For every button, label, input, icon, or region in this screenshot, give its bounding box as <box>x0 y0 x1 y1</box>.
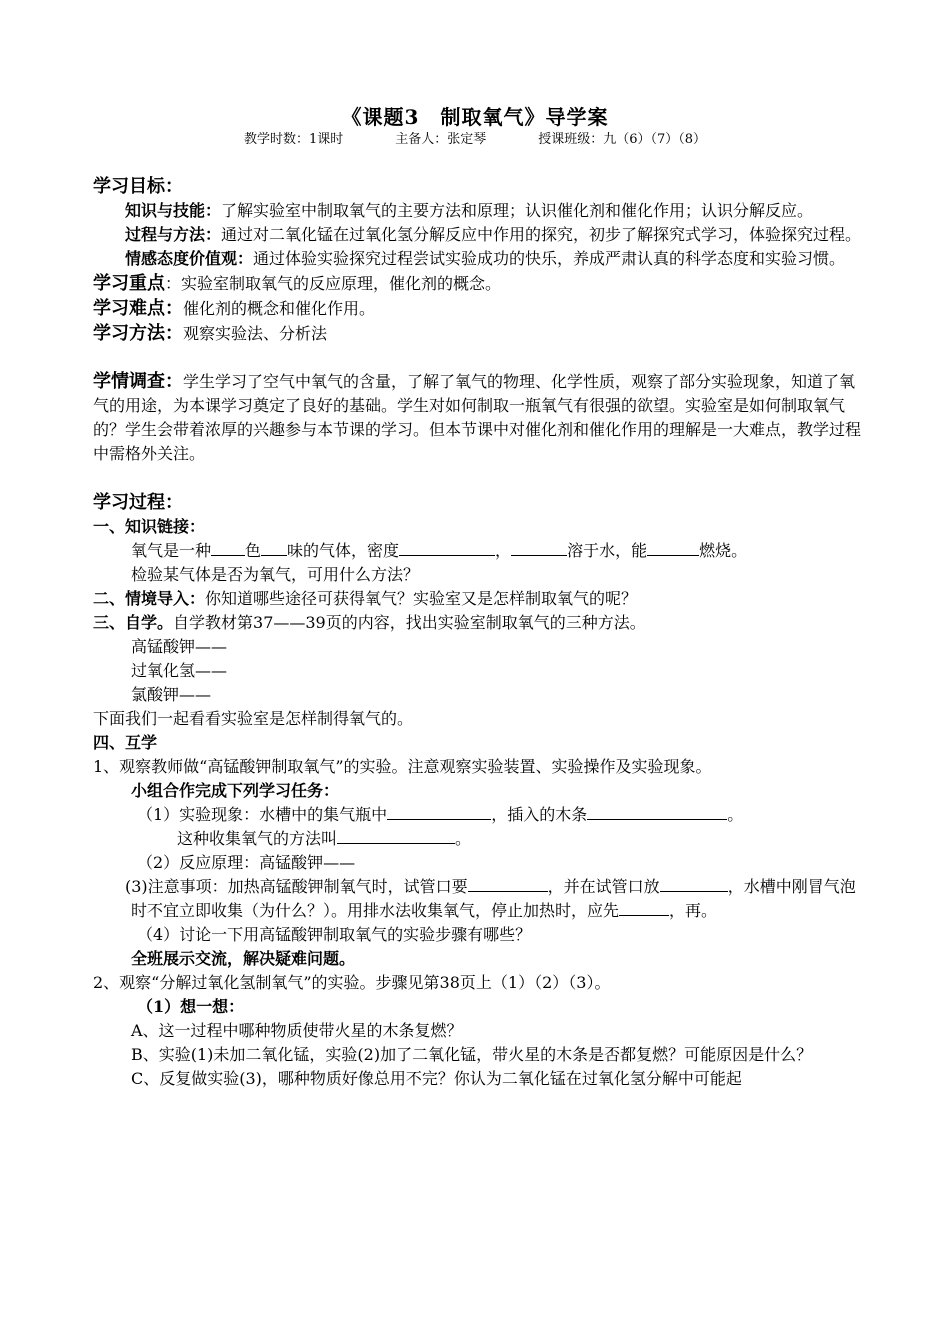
difficulties-text: 催化剂的概念和催化作用。 <box>183 299 376 318</box>
methods <box>93 321 863 346</box>
class-share: 全班展示交流，解决疑难问题。 <box>131 949 356 968</box>
question-a: A、这一过程中哪种物质使带火星的木条复燃？ <box>131 1021 463 1040</box>
goal-process <box>93 223 863 247</box>
think-title: （1）想一想： <box>137 997 245 1016</box>
section-3 <box>93 611 863 635</box>
text-fragment: 色 <box>245 541 262 560</box>
method-item-3: 氯酸钾—— <box>131 685 212 704</box>
document-body <box>93 174 863 1091</box>
document-title: 《课题3 制取氧气》导学案 <box>341 105 609 129</box>
text-fragment: ，插入的木条 <box>491 805 588 824</box>
goal-process-text: 通过对二氧化锰在过氧化氢分解反应中作用的探究，初步了解探究式学习，体验探究过程。 <box>221 225 862 244</box>
text-fragment: 。 <box>455 829 472 848</box>
task-1-method <box>93 827 863 851</box>
section-2 <box>93 587 863 611</box>
blank-line[interactable] <box>387 803 491 820</box>
question-c: C、反复做实验(3)，哪种物质好像总用不完？你认为二氧化锰在过氧化氢分解中可能起 <box>131 1069 742 1088</box>
text-fragment: 味的气体，密度 <box>287 541 400 560</box>
task-4-discussion: （4）讨论一下用高锰酸钾制取氧气的实验步骤有哪些？ <box>137 925 532 944</box>
process-heading: 学习过程： <box>93 492 183 513</box>
method-item-2: 过氧化氢—— <box>131 661 228 680</box>
task-3-notes <box>93 875 863 923</box>
goal-emotion-text: 通过体验实验探究过程尝试实验成功的快乐，养成严肃认真的科学态度和实验习惯。 <box>253 249 846 268</box>
text-fragment: ，再 <box>669 901 702 920</box>
goal-emotion-label: 情感态度价值观： <box>125 249 254 268</box>
section-3-after: 下面我们一起看看实验室是怎样制得氧气的。 <box>93 709 414 728</box>
activity-1: 1、观察教师做“高锰酸钾制取氧气”的实验。注意观察实验装置、实验操作及实验现象。 <box>93 757 712 776</box>
method-item-1: 高锰酸钾—— <box>131 637 228 656</box>
difficulties <box>93 296 863 321</box>
survey <box>93 370 863 466</box>
text-fragment: ，水槽中刚冒气泡时不宜立即收集（为什么？）。用排水法收集氧气，停止加热时，应先 <box>131 877 856 920</box>
text-fragment: ， <box>495 541 512 560</box>
knowledge-link-blanks <box>93 539 863 563</box>
text-fragment: ，并在试管口放 <box>547 877 660 896</box>
text-fragment: 。 <box>701 901 718 920</box>
section-2-text: 你知道哪些途径可获得氧气？实验室又是怎样制取氧气的呢？ <box>205 589 638 608</box>
blank-line[interactable] <box>261 539 287 556</box>
goal-process-label: 过程与方法： <box>125 225 222 244</box>
text-fragment: 氧气是一种 <box>131 541 212 560</box>
section-3-text: 自学教材第37——39页的内容，找出实验室制取氧气的三种方法。 <box>173 613 646 632</box>
goal-knowledge-text: 了解实验室中制取氧气的主要方法和原理；认识催化剂和催化作用；认识分解反应。 <box>221 201 814 220</box>
activity-2: 2、观察“分解过氧化氢制氧气”的实验。步骤见第38页上（1）（2）（3）。 <box>93 973 611 992</box>
goals-heading: 学习目标： <box>93 176 183 197</box>
blank-line[interactable] <box>660 875 728 892</box>
blank-line[interactable] <box>647 539 699 556</box>
key-points-text: ：实验室制取氧气的反应原理，催化剂的概念。 <box>165 274 502 293</box>
text-fragment: (3)注意事项：加热高锰酸钾制氧气时，试管口要 <box>125 877 468 896</box>
task-1-phenomenon <box>93 803 863 827</box>
task-2-principle: （2）反应原理：高锰酸钾—— <box>137 853 356 872</box>
text-fragment: 燃烧。 <box>699 541 748 560</box>
section-2-label: 二、情境导入： <box>93 589 206 608</box>
text-fragment: 溶于水，能 <box>567 541 648 560</box>
blank-line[interactable] <box>468 875 548 892</box>
text-fragment: （1）实验现象：水槽中的集气瓶中 <box>137 805 388 824</box>
goal-emotion <box>93 247 863 271</box>
blank-line[interactable] <box>399 539 495 556</box>
key-points-label: 学习重点 <box>93 273 165 294</box>
blank-line[interactable] <box>619 899 669 916</box>
blank-line[interactable] <box>587 803 727 820</box>
text-fragment: 这种收集氧气的方法叫 <box>177 829 338 848</box>
oxygen-test-question: 检验某气体是否为氧气，可用什么方法？ <box>131 565 420 584</box>
section-4-title: 四、互学 <box>93 733 158 752</box>
key-points <box>93 271 863 296</box>
section-3-label: 三、自学。 <box>93 613 174 632</box>
document-meta: 教学时数：1课时 主备人：张定琴 授课班级：九（6）（7）（8） <box>243 132 707 147</box>
goal-knowledge-label: 知识与技能： <box>125 201 222 220</box>
blank-line[interactable] <box>337 827 455 844</box>
difficulties-label: 学习难点： <box>93 298 183 319</box>
question-b <box>93 1043 863 1067</box>
text-fragment: 。 <box>727 805 744 824</box>
blank-line[interactable] <box>511 539 567 556</box>
question-b-text: B、实验(1)未加二氧化锰，实验(2)加了二氧化锰，带火星的木条是否都复燃？可能原因是什么？ <box>131 1045 813 1064</box>
group-task-title: 小组合作完成下列学习任务： <box>131 781 340 800</box>
survey-text: 学生学习了空气中氧气的含量，了解了氧气的物理、化学性质，观察了部分实验现象，知道了氧气的用途，为本课学习奠定了良好的基础。学生对如何制取一瓶氧气有很强的欲望。实验室是如何制取氧气的？学生会带着浓厚的兴趣参与本节课的学习。但本节课中对催化剂和催化作用的理解是一大难点，教学过程中需格外关注。 <box>93 372 862 463</box>
goal-knowledge <box>93 199 863 223</box>
survey-label: 学情调查： <box>93 371 183 392</box>
methods-label: 学习方法： <box>93 323 183 344</box>
blank-line[interactable] <box>211 539 245 556</box>
methods-text: 观察实验法、分析法 <box>183 324 328 343</box>
section-1-title: 一、知识链接： <box>93 517 206 536</box>
